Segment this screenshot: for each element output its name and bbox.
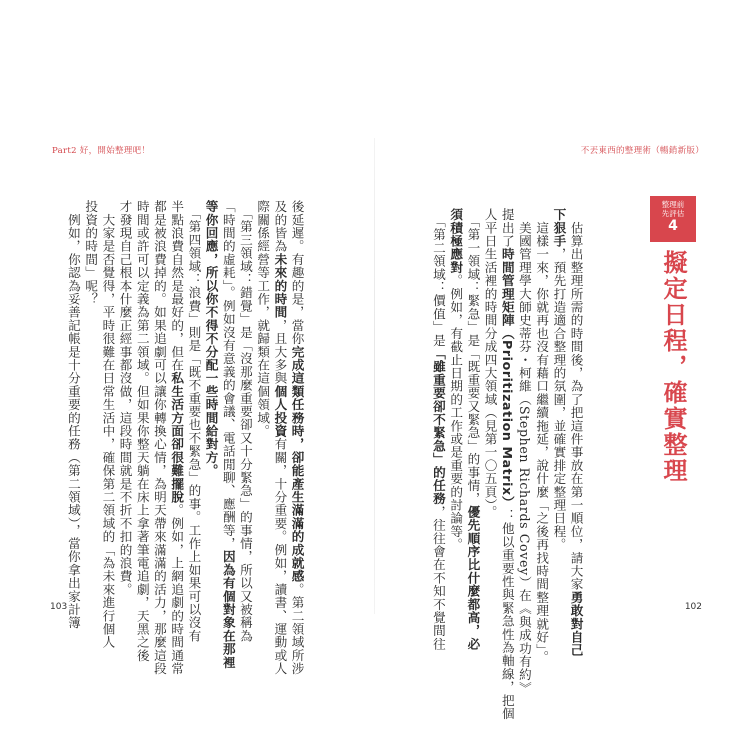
right_page-text-run: 提出了 xyxy=(499,208,515,248)
right_page-text-run: 下狠手 xyxy=(551,208,567,248)
left_page-text-run: 「時間的虛耗」。例如沒有意義的會議、電話閒聊、應酬等， xyxy=(220,200,236,551)
left_page-text-run: 及的皆為 xyxy=(272,200,288,253)
left_page-text-run: 才發現自己根本什麼正經事都沒做，這段時間就是不折不扣的浪費。 xyxy=(117,200,133,596)
badge-number: 4 xyxy=(668,218,678,234)
left_page-column xyxy=(201,200,220,477)
book-gutter xyxy=(374,138,375,614)
chapter-title: 擬定日程，確實整理 xyxy=(659,250,687,484)
left_page-text-run: 未來的時間 xyxy=(272,252,288,319)
left_page-text-run: 因為有個對象在那裡 xyxy=(220,550,236,669)
left_page-column xyxy=(81,200,100,306)
left_page-text-run: 。例如，上網追劇的時間通常 xyxy=(169,503,185,676)
left-running-header: Part2 好，開始整理吧！ xyxy=(52,146,151,156)
left_page-text-run: 有關，十分重要。例如，讀書、運動或人 xyxy=(272,437,288,676)
left_page-column xyxy=(149,200,168,675)
right_page-column xyxy=(532,208,551,664)
left-page-number: 103 xyxy=(50,602,68,612)
left_page-text-run: 都是被浪費掉的。如果追劇可以讓你轉換心情，為明天帶來滿滿的活力，那麼這段 xyxy=(151,200,167,676)
left_page-text-run: 半點浪費自然是最好的，但在 xyxy=(169,200,185,372)
right_page-column xyxy=(514,208,533,695)
left_page-text-run: 後延遲。有趣的是，當你 xyxy=(289,200,305,346)
right_page-text-run: 「第二領域：價值」是 xyxy=(430,208,446,347)
left_page-column xyxy=(132,200,151,662)
badge-line-1: 整理前 xyxy=(661,200,685,209)
section-badge xyxy=(650,196,696,242)
left_page-text-run: 完成這類任務時，卻能產生滿滿的成就感 xyxy=(289,345,305,583)
left_page-column xyxy=(98,200,117,649)
right_page-text-run: ，往往會在不知不覺間往 xyxy=(430,505,446,651)
left_page-text-run: 等你回應，所以你不得不分配一些時間給對方。 xyxy=(203,200,219,478)
right_page-column xyxy=(566,208,585,657)
right_page-text-run: 勇敢對自己 xyxy=(568,590,584,657)
right-page-number: 102 xyxy=(684,602,702,612)
left_page-text-run: ，且大多與 xyxy=(272,318,288,385)
left_page-column xyxy=(63,200,82,629)
left_page-text-run: 私生活方面卻很難擺脫 xyxy=(169,371,185,504)
right_page-text-run: 優先順序比什麼都高，必 xyxy=(465,505,481,651)
right_page-column xyxy=(497,208,516,720)
right_page-text-run: 人平日生活裡的時間分成四大領域（見第一〇五頁）。 xyxy=(482,208,498,519)
right_page-text-run: 估算出整理所需的時間後，為了把這件事放在第一順位，請大家 xyxy=(568,208,584,591)
right_page-text-run: 美國管理學大師史蒂芬・柯維（Stephen Richards Covey）在《與成功有約》 xyxy=(516,208,532,695)
badge-line-2: 先評估 xyxy=(661,209,685,218)
left_page-column xyxy=(270,200,289,675)
right_page-text-run: 。例如，有截止日期的工作或是重要的討論等。 xyxy=(448,274,464,552)
right_page-column xyxy=(549,208,568,551)
right_page-text-run: 這樣一來，你就再也沒有藉口繼續拖延，說什麼「之後再找時間整理就好」。 xyxy=(534,208,550,664)
left_page-text-run: 「第四領域：浪費」則是「既不重要也不緊急」的事。工作上如果可以沒有 xyxy=(186,200,202,643)
left_page-column xyxy=(287,200,306,675)
right_page-text-run: 「第一領域：緊急」是「既重要又緊急」的事情， xyxy=(465,208,481,506)
left_page-column xyxy=(218,200,237,669)
right_page-text-run: ，預先打造適合整理的氛圍，並確實排定整理日程。 xyxy=(551,247,567,552)
right-running-header: 不丟東西的整理術（暢銷新版） xyxy=(580,146,704,156)
left_page-column xyxy=(253,200,272,438)
right_page-text-run: 「雖重要卻不緊急」的任務 xyxy=(430,346,446,506)
left_page-column xyxy=(115,200,134,596)
right_page-text-run: 時間管理矩陣（Prioritization Matrix） xyxy=(499,247,515,509)
left_page-text-run: 「第三領域：錯覺」是「沒那麼重要卻又十分緊急」的事情，所以又被稱為 xyxy=(237,200,253,643)
left_page-text-run: 例如，你認為妥善記帳是十分重要的任務（第二領域），當你拿出家計簿 xyxy=(65,200,81,630)
right_page-column xyxy=(480,208,499,519)
left_page-text-run: 時間或許可以定義為第二領域。但如果你整天躺在床上拿著筆電追劇，天黑之後 xyxy=(134,200,150,662)
left_page-column xyxy=(235,200,254,643)
right_page-text-run: 須積極應對 xyxy=(448,208,464,274)
left_page-text-run: 際關係經營等工作，就歸類在這個領域。 xyxy=(255,200,271,438)
left_page-column xyxy=(167,200,186,675)
left_page-text-run: 。第二領域所涉 xyxy=(289,582,305,676)
right_page-column xyxy=(463,208,482,651)
left_page-text-run: 個人投資 xyxy=(272,384,288,438)
right_page-text-run: ：他以重要性與緊急性為軸線，把個 xyxy=(499,508,515,721)
left_page-text-run: 大家是否覺得，平時很難在日常生活中，確保第二領域的「為未來進行個人 xyxy=(100,200,116,649)
left_page-column xyxy=(184,200,203,643)
left_page-text-run: 投資的時間」呢？ xyxy=(83,200,99,306)
right_page-column xyxy=(446,208,465,551)
right_page-column xyxy=(428,208,447,651)
